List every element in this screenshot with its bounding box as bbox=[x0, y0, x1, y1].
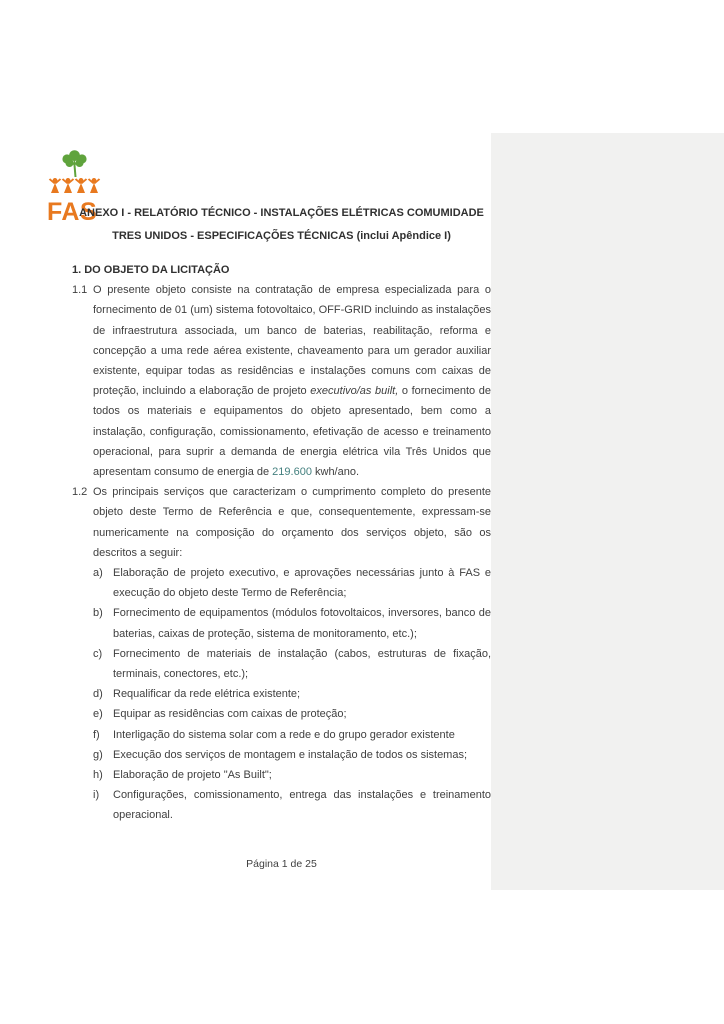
paragraph-text: o fornecimento de todos os materiais e equipamentos do objeto apresentado, bem como a instalação, configuração, comissionamento, efetivação de acesso e treinamento operacional, para suprir a demanda de energia elétrica vila Três Unidos que apresentam consumo de energia de bbox=[93, 385, 491, 479]
paragraph-1-2 bbox=[72, 482, 491, 563]
item-marker: h) bbox=[93, 769, 103, 782]
item-text: Equipar as residências com caixas de proteção; bbox=[113, 708, 347, 721]
list-item bbox=[93, 644, 491, 684]
italic-phrase: executivo/as built, bbox=[310, 385, 399, 398]
item-text: Fornecimento de equipamentos (módulos fotovoltaicos, inversores, banco de baterias, caixas de proteção, sistema de monitoramento, etc.); bbox=[113, 607, 491, 640]
list-item bbox=[93, 704, 491, 724]
item-text: Elaboração de projeto executivo, e aprovações necessárias junto à FAS e execução do objeto deste Termo de Referência; bbox=[113, 567, 491, 600]
list-item bbox=[93, 725, 491, 745]
item-marker: c) bbox=[93, 647, 103, 660]
item-marker: d) bbox=[93, 688, 103, 701]
paragraph-text: kwh/ano. bbox=[311, 466, 360, 479]
item-text: Requalificar da rede elétrica existente; bbox=[113, 688, 301, 701]
list-item bbox=[93, 563, 491, 603]
item-marker: i) bbox=[93, 789, 100, 802]
fas-logo-graphic bbox=[47, 150, 103, 194]
section-heading: 1. DO OBJETO DA LICITAÇÃO bbox=[72, 264, 230, 276]
paragraph-text: O presente objeto consiste na contratação de empresa especializada para o fornecimento de 01 (um) sistema fotovoltaico, OFF-GRID incluindo as instalações de infraestrutura associada, um banco de baterias, reabilitação, reforma e concepção a uma rede aérea existente, chaveamento para um gerador auxiliar existente, equipar todas as residências e instalações comuns com caixas de proteção, incluindo a elaboração de projeto bbox=[93, 284, 491, 398]
document-title: ANEXO I - RELATÓRIO TÉCNICO - INSTALAÇÕES ELÉTRICAS COMUMIDADE TRES UNIDOS - ESPECIFICAÇÕES TÉCNICAS (inclui Apêndice I) bbox=[79, 207, 484, 242]
paragraph-text: Os principais serviços que caracterizam o cumprimento completo do presente objeto deste Termo de Referência e que, consequentemente, expressam-se numericamente na composição do orçamento dos serviços objeto, são os descritos a seguir: bbox=[93, 486, 491, 559]
item-text: Fornecimento de materiais de instalação (cabos, estruturas de fixação, terminais, conectores, etc.); bbox=[113, 647, 491, 681]
paragraph-1-1 bbox=[72, 280, 491, 482]
list-item bbox=[93, 603, 491, 643]
item-text: Elaboração de projeto "As Built"; bbox=[113, 769, 272, 782]
list-item bbox=[93, 745, 491, 765]
tree-icon bbox=[62, 150, 86, 177]
people-row-icon bbox=[49, 178, 100, 193]
item-marker: b) bbox=[93, 607, 103, 620]
viewer-gutter-panel bbox=[491, 133, 724, 890]
item-text: Execução dos serviços de montagem e instalação de todos os sistemas; bbox=[113, 748, 468, 761]
page-number-footer: Página 1 de 25 bbox=[246, 858, 317, 870]
energy-consumption-value: 219.600 bbox=[272, 466, 312, 479]
item-text: Configurações, comissionamento, entrega das instalações e treinamento operacional. bbox=[113, 789, 491, 822]
list-item bbox=[93, 684, 491, 704]
list-item bbox=[93, 785, 491, 825]
item-text: Interligação do sistema solar com a rede e do grupo gerador existente bbox=[113, 728, 455, 741]
item-marker: a) bbox=[93, 567, 103, 580]
paragraph-number: 1.2 bbox=[72, 486, 88, 499]
list-item bbox=[93, 765, 491, 785]
fas-logo-wordmark: FAS bbox=[47, 198, 98, 226]
service-items-list bbox=[93, 563, 491, 826]
item-marker: f) bbox=[93, 728, 100, 741]
item-marker: e) bbox=[93, 708, 103, 721]
document-content bbox=[72, 202, 491, 826]
paragraph-number: 1.1 bbox=[72, 284, 88, 297]
item-marker: g) bbox=[93, 748, 103, 761]
